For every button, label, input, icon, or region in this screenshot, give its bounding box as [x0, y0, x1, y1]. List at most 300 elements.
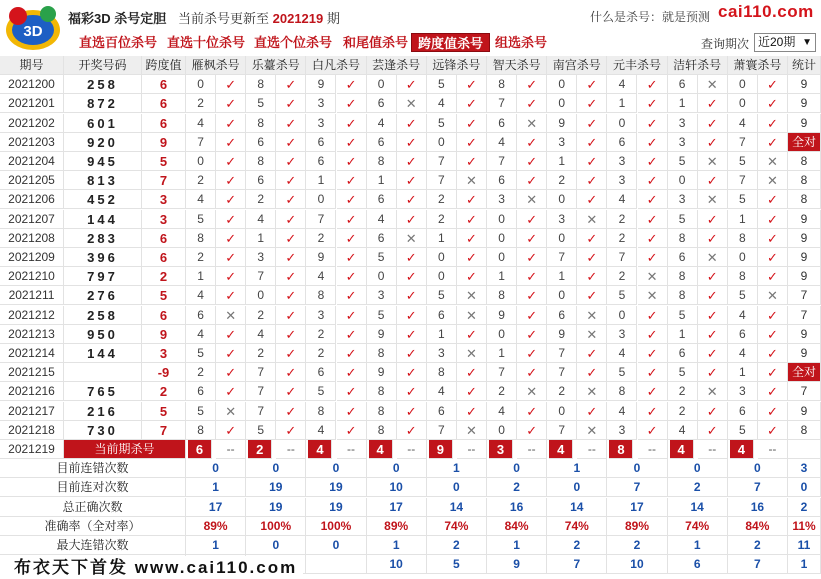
check-icon: ✓ [276, 133, 306, 152]
hit-count-cell: 9 [788, 210, 821, 229]
stats-value: 11 [788, 536, 821, 555]
current-kill-number: 4 [549, 440, 573, 459]
check-icon: ✓ [698, 267, 728, 286]
check-icon: ✓ [517, 286, 547, 305]
check-icon: ✓ [638, 306, 668, 325]
kill-number-cell: 2 [668, 402, 698, 421]
check-icon: ✓ [216, 133, 246, 152]
hit-count-cell: 8 [788, 152, 821, 171]
kill-number-cell: 4 [186, 114, 216, 133]
draw-number-cell: 730 [64, 421, 142, 440]
span-value-cell: 9 [142, 325, 186, 344]
kill-number-cell: 5 [668, 306, 698, 325]
watermark-bottom: 布衣天下首发 www.cai110.com [0, 556, 303, 579]
kill-number-cell: 7 [607, 248, 637, 267]
check-icon: ✓ [758, 421, 788, 440]
cross-icon: ✕ [577, 421, 607, 440]
check-icon: ✓ [698, 286, 728, 305]
check-icon: ✓ [577, 248, 607, 267]
kill-number-cell: 6 [607, 133, 637, 152]
pending-result: -- [337, 440, 367, 459]
stats-value: 0 [788, 478, 821, 497]
check-icon: ✓ [276, 248, 306, 267]
pending-result: -- [638, 440, 668, 459]
table-row [0, 286, 821, 305]
check-icon: ✓ [216, 286, 246, 305]
period-cell: 2021215 [0, 363, 64, 382]
kill-number-cell: 0 [487, 421, 517, 440]
kill-number-cell: 8 [367, 344, 397, 363]
kill-number-cell: 7 [728, 171, 758, 190]
current-kill-number: 4 [670, 440, 694, 459]
period-cell: 2021219 [0, 440, 64, 459]
check-icon: ✓ [337, 306, 367, 325]
check-icon: ✓ [577, 267, 607, 286]
table-row [0, 75, 821, 94]
check-icon: ✓ [397, 75, 427, 94]
pending-result: -- [698, 440, 728, 459]
period-cell: 2021202 [0, 114, 64, 133]
check-icon: ✓ [758, 402, 788, 421]
check-icon: ✓ [698, 344, 728, 363]
kill-number-cell: 2 [186, 363, 216, 382]
stats-value: 19 [246, 478, 306, 497]
kill-number-cell: 7 [246, 382, 276, 401]
kill-number-cell: 6 [547, 306, 577, 325]
check-icon: ✓ [758, 114, 788, 133]
kill-number-cell: 6 [668, 248, 698, 267]
tab-2[interactable]: 直选个位杀号 [254, 35, 333, 50]
kill-number-cell: 8 [427, 363, 457, 382]
table-row [0, 363, 821, 382]
kill-number-cell: 0 [487, 325, 517, 344]
stats-value: 1 [186, 536, 246, 555]
watermark-top: cai110.com [718, 2, 814, 21]
draw-number-cell: 950 [64, 325, 142, 344]
check-icon: ✓ [517, 402, 547, 421]
cross-icon: ✕ [577, 382, 607, 401]
stats-value: 7 [728, 478, 788, 497]
check-icon: ✓ [517, 421, 547, 440]
stats-row [0, 536, 821, 555]
cross-icon: ✕ [698, 248, 728, 267]
period-cell: 2021200 [0, 75, 64, 94]
kill-number-cell: 2 [547, 382, 577, 401]
check-icon: ✓ [758, 94, 788, 113]
stats-value: 100% [246, 517, 306, 536]
check-icon: ✓ [457, 75, 487, 94]
draw-number-cell: 258 [64, 306, 142, 325]
check-icon: ✓ [517, 267, 547, 286]
kill-number-cell: 9 [547, 114, 577, 133]
tab-5[interactable]: 组选杀号 [495, 35, 548, 50]
check-icon: ✓ [698, 402, 728, 421]
pending-result: -- [276, 440, 306, 459]
stats-value: 2 [487, 478, 547, 497]
kill-number-cell: 1 [427, 229, 457, 248]
kill-number-cell: 8 [728, 229, 758, 248]
kill-number-cell: 6 [668, 75, 698, 94]
check-icon: ✓ [397, 344, 427, 363]
kill-number-cell: 9 [367, 363, 397, 382]
tab-1[interactable]: 直选十位杀号 [167, 35, 246, 50]
check-icon: ✓ [216, 325, 246, 344]
stats-value: 11% [788, 517, 821, 536]
kill-number-cell: 2 [607, 267, 637, 286]
stats-label: 总正确次数 [0, 498, 186, 517]
check-icon: ✓ [457, 267, 487, 286]
kill-number-cell: 8 [367, 421, 397, 440]
check-icon: ✓ [758, 267, 788, 286]
table-row [0, 94, 821, 113]
check-icon: ✓ [698, 114, 728, 133]
period-cell: 2021216 [0, 382, 64, 401]
hit-count-cell: 9 [788, 75, 821, 94]
kill-number-cell: 3 [427, 344, 457, 363]
check-icon: ✓ [577, 229, 607, 248]
kill-number-cell: 9 [367, 325, 397, 344]
pending-result: -- [397, 440, 427, 459]
check-icon: ✓ [457, 325, 487, 344]
kill-number-cell: 4 [367, 210, 397, 229]
stats-value: 10 [367, 478, 427, 497]
stats-value: 1 [186, 478, 246, 497]
check-icon: ✓ [397, 421, 427, 440]
stats-value: 2 [668, 478, 728, 497]
span-value-cell: 3 [142, 210, 186, 229]
kill-number-cell: 1 [186, 267, 216, 286]
kill-number-cell: 6 [367, 190, 397, 209]
kill-number-cell: 3 [607, 171, 637, 190]
check-icon: ✓ [577, 363, 607, 382]
kill-number-cell: 6 [306, 363, 336, 382]
cross-icon: ✕ [457, 171, 487, 190]
kill-number-cell: 4 [728, 344, 758, 363]
period-select[interactable] [754, 33, 816, 52]
kill-number-cell: 8 [306, 286, 336, 305]
check-icon: ✓ [638, 190, 668, 209]
table-row [0, 267, 821, 286]
stats-value: 5 [427, 555, 487, 574]
span-value-cell: 5 [142, 286, 186, 305]
period-cell: 2021212 [0, 306, 64, 325]
col-header: 乐薹杀号 [246, 56, 306, 75]
kill-number-cell: 3 [367, 286, 397, 305]
kill-number-cell: 3 [607, 421, 637, 440]
check-icon: ✓ [758, 229, 788, 248]
kill-number-cell: 3 [668, 133, 698, 152]
stats-value: 84% [728, 517, 788, 536]
cross-icon: ✕ [758, 286, 788, 305]
check-icon: ✓ [276, 306, 306, 325]
kill-number-cell: 0 [246, 286, 276, 305]
kill-number-cell: 4 [607, 75, 637, 94]
kill-number-cell: 5 [728, 286, 758, 305]
kill-number-cell: 2 [186, 171, 216, 190]
kill-number-cell: 1 [246, 229, 276, 248]
tab-3[interactable]: 和尾值杀号 [343, 35, 409, 50]
table-row [0, 133, 821, 152]
check-icon: ✓ [638, 114, 668, 133]
header [0, 0, 821, 58]
kill-number-cell: 0 [186, 75, 216, 94]
kill-number-cell: 5 [186, 210, 216, 229]
col-header: 智天杀号 [487, 56, 547, 75]
hit-count-cell: 7 [788, 286, 821, 305]
stats-value: 0 [487, 459, 547, 478]
check-icon: ✓ [457, 133, 487, 152]
period-cell: 2021203 [0, 133, 64, 152]
stats-value: 0 [728, 459, 788, 478]
check-icon: ✓ [517, 94, 547, 113]
check-icon: ✓ [397, 363, 427, 382]
check-icon: ✓ [638, 171, 668, 190]
check-icon: ✓ [638, 421, 668, 440]
check-icon: ✓ [517, 152, 547, 171]
stats-value: 2 [547, 536, 607, 555]
check-icon: ✓ [216, 171, 246, 190]
check-icon: ✓ [758, 248, 788, 267]
svg-text:3D: 3D [23, 23, 43, 40]
stats-value: 17 [186, 498, 246, 517]
kill-number-cell: 4 [487, 133, 517, 152]
kill-number-cell: 8 [306, 402, 336, 421]
current-kill-number: 2 [248, 440, 272, 459]
kill-number-cell: 0 [547, 402, 577, 421]
draw-number-cell: 813 [64, 171, 142, 190]
cross-icon: ✕ [758, 152, 788, 171]
stats-value: 89% [607, 517, 667, 536]
stats-value: 7 [728, 555, 788, 574]
stats-value: 10 [607, 555, 667, 574]
kill-number-cell: 5 [367, 306, 397, 325]
col-header: 雁枫杀号 [186, 56, 246, 75]
what-is-kill-link[interactable]: 什么是杀号：就是预测 [590, 10, 711, 24]
col-header: 洁轩杀号 [668, 56, 728, 75]
kill-number-cell: 6 [487, 114, 517, 133]
kill-number-cell: 1 [547, 267, 577, 286]
check-icon: ✓ [337, 210, 367, 229]
stats-value: 0 [306, 536, 366, 555]
chevron-down-icon: ▼ [802, 37, 812, 48]
empty-cell [788, 440, 821, 459]
check-icon: ✓ [276, 325, 306, 344]
tab-4[interactable]: 跨度值杀号 [411, 33, 490, 52]
col-header: 期号 [0, 56, 64, 75]
check-icon: ✓ [276, 382, 306, 401]
kill-number-cell: 5 [728, 190, 758, 209]
col-header: 芸逢杀号 [367, 56, 427, 75]
kill-number-cell: 4 [306, 267, 336, 286]
kill-number-cell: 7 [427, 171, 457, 190]
check-icon: ✓ [517, 344, 547, 363]
kill-number-cell: 7 [728, 133, 758, 152]
check-icon: ✓ [397, 248, 427, 267]
cross-icon: ✕ [638, 267, 668, 286]
kill-number-cell: 1 [728, 363, 758, 382]
check-icon: ✓ [276, 190, 306, 209]
kill-number-cell: 8 [246, 75, 276, 94]
current-kill-label: 当前期杀号 [64, 440, 186, 459]
cross-icon: ✕ [517, 382, 547, 401]
current-kill-number: 9 [429, 440, 453, 459]
table-row [0, 171, 821, 190]
check-icon: ✓ [397, 190, 427, 209]
stats-value: 2 [607, 536, 667, 555]
check-icon: ✓ [457, 402, 487, 421]
cross-icon: ✕ [517, 190, 547, 209]
kill-number-cell: 2 [306, 344, 336, 363]
kill-number-cell: 9 [487, 306, 517, 325]
check-icon: ✓ [698, 306, 728, 325]
kill-number-cell: 1 [668, 94, 698, 113]
check-icon: ✓ [517, 325, 547, 344]
check-icon: ✓ [397, 267, 427, 286]
kill-number-cell: 8 [186, 229, 216, 248]
check-icon: ✓ [758, 363, 788, 382]
check-icon: ✓ [758, 75, 788, 94]
table-row [0, 229, 821, 248]
stats-value: 74% [668, 517, 728, 536]
table-row [0, 114, 821, 133]
kill-number-cell: 6 [728, 325, 758, 344]
kill-number-cell: 6 [306, 152, 336, 171]
kill-number-cell: 6 [367, 133, 397, 152]
check-icon: ✓ [397, 152, 427, 171]
kill-number-cell: 4 [306, 421, 336, 440]
kill-number-cell: 5 [607, 286, 637, 305]
check-icon: ✓ [337, 402, 367, 421]
kill-number-cell: 4 [367, 114, 397, 133]
check-icon: ✓ [577, 152, 607, 171]
current-kill-number: 8 [609, 440, 633, 459]
period-cell: 2021214 [0, 344, 64, 363]
check-icon: ✓ [638, 382, 668, 401]
col-header: 萧寰杀号 [728, 56, 788, 75]
span-value-cell: 2 [142, 267, 186, 286]
cross-icon: ✕ [577, 306, 607, 325]
stats-value: 0 [306, 459, 366, 478]
span-value-cell: 3 [142, 190, 186, 209]
stats-value: 74% [427, 517, 487, 536]
kill-number-cell: 1 [367, 171, 397, 190]
check-icon: ✓ [698, 210, 728, 229]
update-prefix: 当前杀号更新至 [178, 11, 270, 26]
stats-value: 19 [306, 498, 366, 517]
check-icon: ✓ [337, 344, 367, 363]
check-icon: ✓ [397, 171, 427, 190]
draw-number-cell [64, 363, 142, 382]
stats-value: 14 [547, 498, 607, 517]
kill-number-cell: 0 [427, 267, 457, 286]
kill-number-cell: 0 [668, 171, 698, 190]
check-icon: ✓ [216, 344, 246, 363]
check-icon: ✓ [638, 363, 668, 382]
kill-number-cell: 3 [306, 114, 336, 133]
kill-number-cell: 7 [547, 421, 577, 440]
cross-icon: ✕ [216, 402, 246, 421]
check-icon: ✓ [457, 382, 487, 401]
stats-value: 14 [427, 498, 487, 517]
check-icon: ✓ [517, 229, 547, 248]
kill-number-cell: 7 [246, 402, 276, 421]
tab-0[interactable]: 直选百位杀号 [79, 35, 158, 50]
kill-number-cell: 4 [728, 306, 758, 325]
check-icon: ✓ [457, 190, 487, 209]
check-icon: ✓ [638, 229, 668, 248]
pending-result: -- [577, 440, 607, 459]
kill-number-cell: 8 [668, 229, 698, 248]
kill-number-cell: 8 [607, 382, 637, 401]
cross-icon: ✕ [638, 286, 668, 305]
check-icon: ✓ [397, 402, 427, 421]
kill-number-cell: 3 [547, 133, 577, 152]
cross-icon: ✕ [397, 229, 427, 248]
kill-number-cell: 8 [367, 402, 397, 421]
pending-result: -- [517, 440, 547, 459]
check-icon: ✓ [577, 171, 607, 190]
stats-value: 14 [668, 498, 728, 517]
table-row [0, 325, 821, 344]
check-icon: ✓ [457, 248, 487, 267]
hit-count-cell: 9 [788, 248, 821, 267]
draw-number-cell: 920 [64, 133, 142, 152]
draw-number-cell: 872 [64, 94, 142, 113]
cross-icon: ✕ [577, 325, 607, 344]
kill-number-cell: 7 [547, 248, 577, 267]
kill-number-cell: 2 [246, 306, 276, 325]
table-row [0, 402, 821, 421]
check-icon: ✓ [577, 94, 607, 113]
stats-row [0, 459, 821, 478]
kill-number-cell: 3 [306, 94, 336, 113]
kill-number-cell: 5 [728, 421, 758, 440]
cross-icon: ✕ [698, 190, 728, 209]
draw-number-cell: 144 [64, 210, 142, 229]
kill-number-cell: 0 [186, 152, 216, 171]
kill-number-cell: 6 [186, 382, 216, 401]
kill-number-cell: 7 [306, 210, 336, 229]
stats-label: 目前连错次数 [0, 459, 186, 478]
check-icon: ✓ [276, 402, 306, 421]
hit-count-cell: 7 [788, 382, 821, 401]
stats-value: 0 [607, 459, 667, 478]
kill-number-cell: 2 [246, 190, 276, 209]
check-icon: ✓ [216, 229, 246, 248]
pending-result: -- [457, 440, 487, 459]
check-icon: ✓ [337, 421, 367, 440]
cross-icon: ✕ [758, 171, 788, 190]
check-icon: ✓ [517, 363, 547, 382]
pending-result: -- [758, 440, 788, 459]
span-value-cell: 7 [142, 421, 186, 440]
kill-number-cell: 5 [186, 344, 216, 363]
check-icon: ✓ [758, 344, 788, 363]
draw-number-cell: 258 [64, 75, 142, 94]
kill-number-cell: 7 [186, 133, 216, 152]
kill-number-cell: 2 [487, 382, 517, 401]
stats-value: 7 [547, 555, 607, 574]
kill-number-cell: 0 [487, 248, 517, 267]
kill-number-cell: 5 [427, 114, 457, 133]
kill-number-cell: 3 [306, 306, 336, 325]
stats-value: 2 [728, 536, 788, 555]
kill-number-cell: 8 [668, 286, 698, 305]
check-icon: ✓ [457, 229, 487, 248]
kill-number-cell: 0 [487, 210, 517, 229]
kill-number-cell: 5 [668, 363, 698, 382]
check-icon: ✓ [517, 210, 547, 229]
